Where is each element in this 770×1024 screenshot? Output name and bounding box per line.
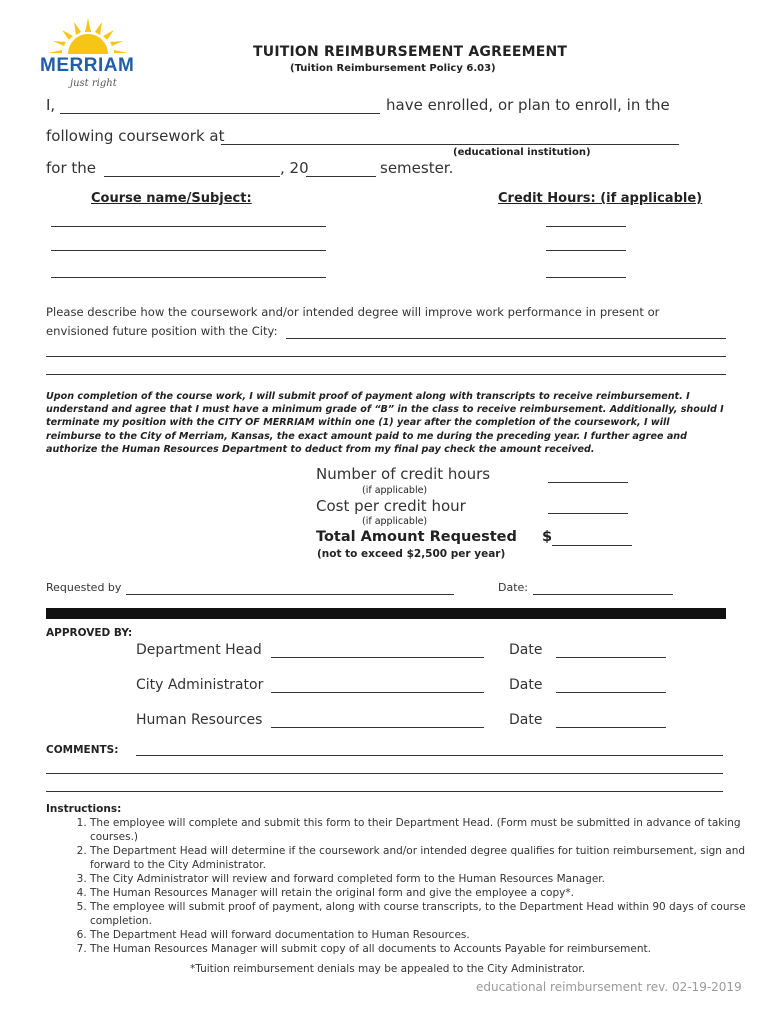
sun-icon — [38, 16, 138, 56]
intro-for-the: for the — [46, 159, 97, 177]
intro-i: I, — [46, 96, 56, 114]
intro-enrolled-text: have enrolled, or plan to enroll, in the — [386, 96, 670, 114]
city-administrator-signature[interactable] — [271, 692, 484, 693]
logo-name: MERRIAM — [40, 55, 135, 76]
appeal-note: *Tuition reimbursement denials may be appealed to the City Administrator. — [190, 963, 586, 975]
requested-by-field[interactable] — [126, 594, 454, 595]
course-name-field-2[interactable] — [51, 250, 326, 251]
course-name-header: Course name/Subject: — [91, 191, 252, 206]
credit-hours-field-3[interactable] — [546, 277, 626, 278]
year-field[interactable] — [306, 176, 376, 177]
department-head-label: Department Head — [136, 642, 262, 658]
total-credit-hours-field[interactable] — [548, 482, 628, 483]
credit-hours-label: Number of credit hours — [316, 465, 491, 483]
city-administrator-date-label: Date — [509, 677, 543, 693]
credit-hours-field-2[interactable] — [546, 250, 626, 251]
revision-footer: educational reimbursement rev. 02-19-2019 — [476, 980, 742, 994]
instruction-item: 3. The City Administrator will review and forward completed form to the Human Resources Manager. — [90, 872, 746, 886]
page-title: TUITION REIMBURSEMENT AGREEMENT — [253, 44, 568, 60]
request-date-label: Date: — [498, 581, 528, 594]
agreement-text: Upon completion of the course work, I will submit proof of payment along with transcripts to receive reimbursement. I understand and agree that I must have a minimum grade of “B” in the class to receive reimbursement. Additionally, should I terminate my position with the CITY OF MERRIAM within one (1) year after the completion of the coursework, I will reimburse to the City of Merriam, Kansas, the exact amount paid to me during the preceding year. I further agree and authorize the Human Resources Department to deduct from my final pay check the amount received. — [46, 391, 724, 455]
human-resources-label: Human Resources — [136, 712, 263, 728]
instructions-title: Instructions: — [46, 803, 122, 815]
employee-name-field[interactable] — [60, 113, 380, 114]
section-divider — [46, 608, 726, 619]
instruction-item: 6. The Department Head will forward documentation to Human Resources. — [90, 928, 746, 942]
human-resources-signature[interactable] — [271, 727, 484, 728]
describe-prompt-line1: Please describe how the coursework and/or intended degree will improve work performance in present or — [46, 305, 660, 319]
course-name-field-1[interactable] — [51, 226, 326, 227]
semester-name-field[interactable] — [104, 176, 280, 177]
credit-hours-note: (if applicable) — [362, 485, 428, 496]
instruction-item: 4. The Human Resources Manager will retain the original form and give the employee a copy*. — [90, 886, 746, 900]
describe-prompt-line2: envisioned future position with the City: — [46, 324, 278, 338]
credit-hours-header: Credit Hours: (if applicable) — [498, 191, 703, 206]
human-resources-date-field[interactable] — [556, 727, 666, 728]
instruction-item: 2. The Department Head will determine if the coursework and/or intended degree qualifies for tuition reimbursement, sign and forward to the City Administrator. — [90, 844, 746, 872]
instruction-item: 5. The employee will submit proof of payment, along with course transcripts, to the Department Head within 90 days of course completion. — [90, 900, 746, 928]
instruction-item: 7. The Human Resources Manager will submit copy of all documents to Accounts Payable for reimbursement. — [90, 942, 746, 956]
describe-field-2[interactable] — [46, 356, 726, 357]
request-date-field[interactable] — [533, 594, 673, 595]
intro-year-prefix: , 20 — [280, 159, 309, 177]
department-head-signature[interactable] — [271, 657, 484, 658]
credit-hours-field-1[interactable] — [546, 226, 626, 227]
department-head-date-field[interactable] — [556, 657, 666, 658]
comments-field-3[interactable] — [46, 791, 723, 792]
cost-per-hour-note: (if applicable) — [362, 516, 428, 527]
institution-field[interactable] — [221, 144, 679, 145]
intro-coursework-text: following coursework at — [46, 127, 225, 145]
instruction-item: 1. The employee will complete and submit this form to their Department Head. (Form must be submitted in advance of taking courses.) — [90, 816, 746, 844]
page-subtitle: (Tuition Reimbursement Policy 6.03) — [290, 63, 496, 74]
total-amount-field[interactable] — [552, 545, 632, 546]
department-head-date-label: Date — [509, 642, 543, 658]
logo-tagline: just right — [70, 78, 117, 89]
merriam-logo — [38, 16, 138, 96]
intro-semester: semester. — [380, 159, 454, 177]
institution-caption: (educational institution) — [453, 147, 591, 158]
dollar-sign: $ — [542, 529, 553, 545]
approved-by-label: APPROVED BY: — [46, 627, 133, 639]
city-administrator-label: City Administrator — [136, 677, 264, 693]
total-amount-label: Total Amount Requested — [316, 529, 517, 545]
total-amount-note: (not to exceed $2,500 per year) — [317, 548, 506, 560]
describe-field-1[interactable] — [286, 338, 726, 339]
cost-per-hour-label: Cost per credit hour — [316, 497, 466, 515]
comments-field-1[interactable] — [136, 755, 723, 756]
comments-field-2[interactable] — [46, 773, 723, 774]
course-name-field-3[interactable] — [51, 277, 326, 278]
human-resources-date-label: Date — [509, 712, 543, 728]
comments-label: COMMENTS: — [46, 744, 119, 756]
instructions-list — [46, 816, 746, 956]
city-administrator-date-field[interactable] — [556, 692, 666, 693]
requested-by-label: Requested by — [46, 581, 122, 594]
describe-field-3[interactable] — [46, 374, 726, 375]
cost-per-hour-field[interactable] — [548, 513, 628, 514]
